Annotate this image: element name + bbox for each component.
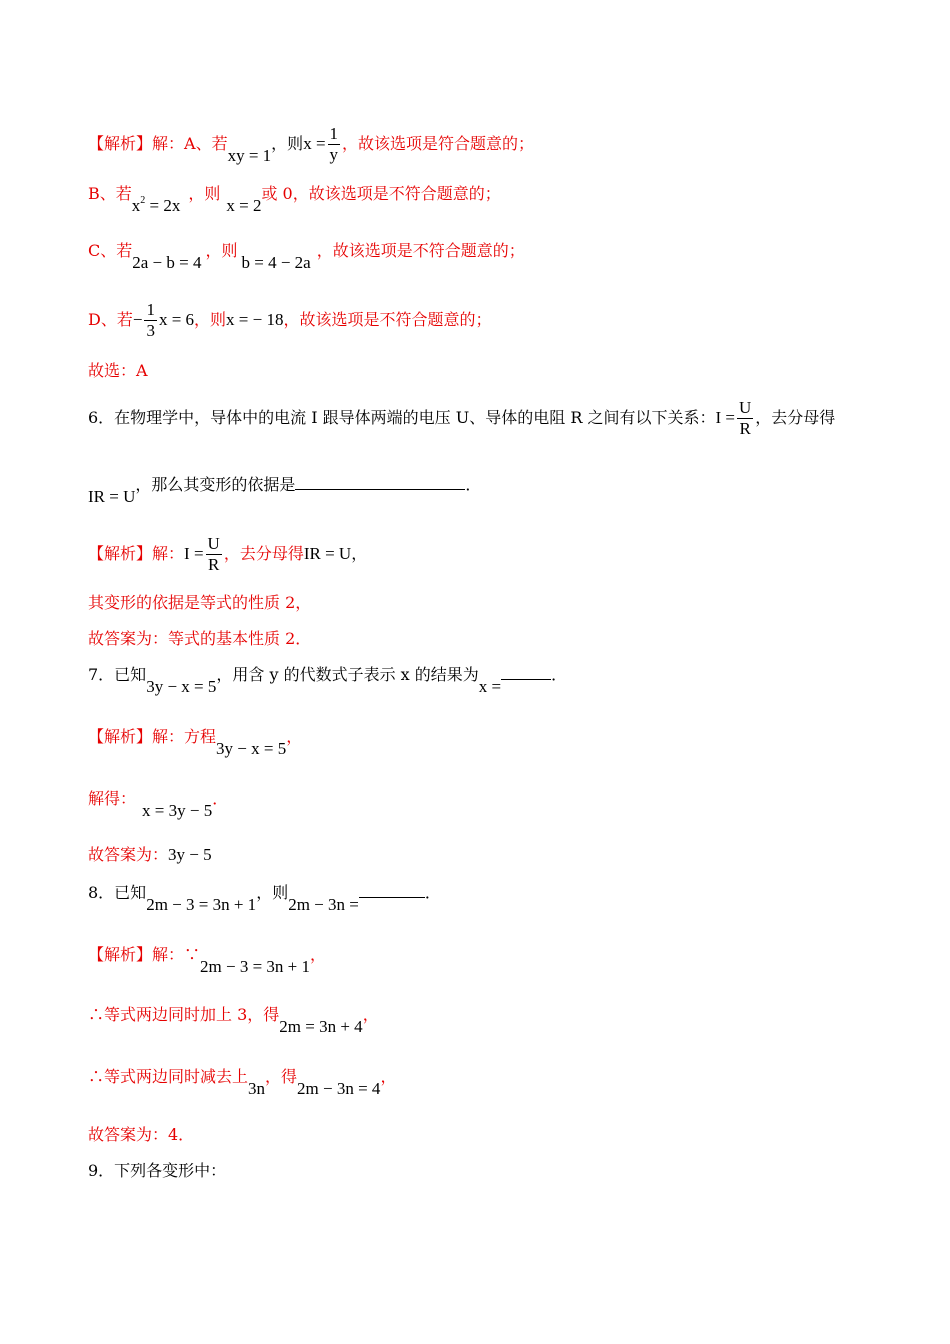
q7-answer-blank[interactable] [501,679,551,680]
q5-d-label: D、若 [88,310,133,329]
q6-answer: 故答案为：等式的基本性质 2． [88,629,312,648]
q8-text2: ，则 [256,883,289,902]
q5-a-note: ，故该选项是符合题意的； [342,134,535,153]
solution-label: 【解析】 [88,945,153,964]
q5-a-denominator: y [329,145,339,164]
q6-stem [88,398,835,439]
q5-b-rest: = 2x [145,196,181,215]
q8-text: 8．已知 [88,883,147,902]
q8-answer: 故答案为：4． [88,1125,195,1144]
q5-c-label: C、若 [88,241,133,260]
q8-step1 [88,1004,379,1036]
q5-answer: 故选：A [88,361,148,380]
q5-a-result-lhs: x = [303,134,326,153]
q5-solution-c [88,240,525,272]
q6-equation: IR = U [88,487,136,506]
q8-step1-tail: ， [362,1005,379,1024]
q5-c-then: ，则 [205,241,238,260]
q5-d-denominator: 3 [146,321,155,340]
q6-sol-mid: ，去分母得 [223,544,304,563]
q6-end: ． [465,475,482,494]
q5-d-note: ，故该选项是不符合题意的； [283,310,492,329]
q7-sol-tail: ， [286,727,303,746]
q6-sol-numerator: U [207,534,220,553]
q5-d-fraction [144,300,157,341]
q8-equation: 2m − 3 = 3n + 1 [146,895,257,914]
q5-b-equation [132,196,181,215]
q5-a-equation: xy = 1 [227,146,272,165]
q5-solution-d [88,300,492,341]
q5-a-fraction [328,124,341,165]
q7-answer-label: 故答案为： [88,845,169,864]
q5-b-base: x [131,196,141,215]
q5-d-equation-rest: x = 6 [158,310,195,329]
q6-numerator: U [738,398,752,417]
q5-b-note: 或 0，故该选项是不符合题意的； [261,184,501,203]
q7-end: ． [551,665,568,684]
q6-text: 6．在物理学中，导体中的电流 I 跟导体两端的电压 U、导体的电阻 R 之间有以下关系： [88,408,716,427]
q6-denominator: R [739,419,751,438]
q6-sol-denominator: R [208,555,220,574]
q6-stem-line2 [88,474,482,506]
q5-b-label: B、若 [88,184,132,203]
q6-sol-lhs: I = [184,544,204,563]
solution-label: 【解析】 [88,544,153,563]
q5-d-minus: − [132,310,143,329]
q6-answer-blank[interactable] [295,489,465,490]
q8-solution [88,944,327,976]
q9-stem: 9．下列各变形中： [88,1161,227,1180]
q7-answer-equation: 3y − 5 [168,845,212,864]
q8-step2-tail: ， [380,1067,397,1086]
q8-sol-equation: 2m − 3 = 3n + 1 [200,957,311,976]
q6-basis: 其变形的依据是等式的性质 2， [88,593,312,612]
q5-d-numerator: 1 [146,300,155,319]
q5-a-numerator: 1 [329,124,339,143]
q7-solve-equation: x = 3y − 5 [142,801,213,820]
q7-text2: ，用含 y 的代数式子表示 x 的结果为 [216,665,479,684]
q6-solution [88,534,367,575]
q8-step2-mid: ，得 [265,1067,298,1086]
q6-sol-equation: IR = U [303,544,352,563]
q7-solve-tail: ． [212,789,229,808]
q8-end: ． [424,883,441,902]
q7-text: 7．已知 [88,665,147,684]
q8-step2-equation: 2m − 3n = 4 [297,1079,381,1098]
q7-solution [88,726,303,758]
q8-answer-blank[interactable] [359,897,425,898]
q8-step2-text: ∴等式两边同时减去上 [88,1067,249,1086]
q7-stem [88,664,568,696]
q6-text3: ，那么其变形的依据是 [135,475,296,494]
q7-solve-label: 解得： [88,789,137,808]
q5-solution-b [88,178,501,215]
q8-sol-tail: ， [310,945,327,964]
q5-b-then: ，则 [188,184,221,203]
solution-label: 【解析】 [88,727,153,746]
solution-label: 【解析】 [88,134,153,153]
q5-solution-a [88,124,534,165]
q7-answer [88,844,212,866]
q5-a-then: ，则 [271,134,304,153]
q6-formula-lhs: I = [715,408,735,427]
q8-step2 [88,1066,397,1098]
q8-sol-intro: 解：∵ [152,945,201,964]
q5-c-result: b = 4 − 2a [241,253,311,272]
q7-equation: 3y − x = 5 [146,677,217,696]
q5-b-exponent: 2 [140,195,146,206]
q5-intro: 解：A、若 [152,134,228,153]
q5-d-then: ，则 [194,310,227,329]
q7-answer-var: x = [478,677,502,696]
q5-d-result: x = − 18 [226,310,284,329]
q5-c-note: ，故该选项是不符合题意的； [316,241,525,260]
q7-sol-intro: 解：方程 [152,727,217,746]
q6-sol-fraction [206,534,222,575]
q8-expression: 2m − 3n = [288,895,359,914]
q5-c-equation: 2a − b = 4 [132,253,202,272]
q8-step1-text: ∴等式两边同时加上 3，得 [88,1005,280,1024]
q7-sol-equation: 3y − x = 5 [216,739,287,758]
q8-stem [88,882,441,914]
q6-sol-intro: 解： [152,544,185,563]
q5-b-result: x = 2 [226,196,262,215]
q6-formula-fraction [737,398,753,439]
q8-step1-equation: 2m = 3n + 4 [279,1017,363,1036]
q6-sol-tail: ， [351,544,368,563]
q7-solve [88,788,229,820]
q8-step2-term: 3n [248,1079,266,1098]
q6-text2: ，去分母得 [755,408,836,427]
